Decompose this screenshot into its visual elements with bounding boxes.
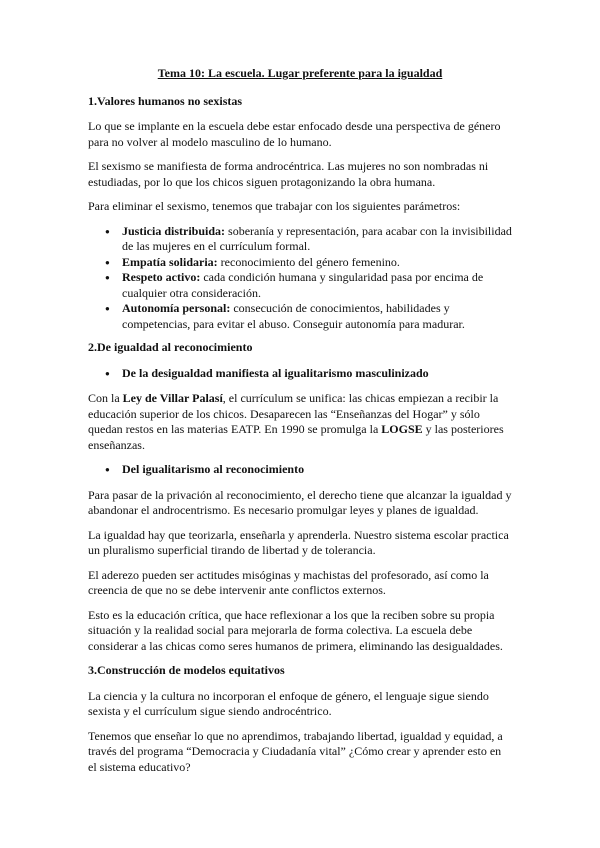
text-run: y las posteriores enseñanzas. (88, 422, 504, 452)
list-item-text: reconocimiento del género femenino. (217, 254, 400, 269)
section-heading-2: 2.De igualdad al reconocimiento (88, 340, 253, 354)
paragraph: Esto es la educación crítica, que hace reflexionar a los que la reciben sobre su propia situación y la realidad social para mejorarla de forma colectiva. La escuela debe considerar a las chicas como seres humanos de primera, eliminando las desigualdades. (88, 607, 503, 653)
subheading: ● Del igualitarismo al reconocimiento (88, 462, 512, 478)
list-item-text: consecución de conocimientos, habilidades y competencias, para evitar el abuso. Conseguir autonomía para madurar. (122, 301, 465, 331)
document-title: Tema 10: La escuela. Lugar preferente para la igualdad (157, 66, 443, 80)
list-item-term: Justicia distribuida: (122, 223, 226, 238)
law-name: Ley de Villar Palasí (122, 391, 223, 405)
list-item (88, 255, 512, 271)
paragraph: Para eliminar el sexismo, tenemos que trabajar con los siguientes parámetros: (88, 199, 461, 213)
section-heading-1: 1.Valores humanos no sexistas (88, 93, 243, 108)
paragraph: Para pasar de la privación al reconocimiento, el derecho tiene que alcanzar la igualdad y abandonar el androcentrismo. Es necesario promulgar leyes y planes de igualdad. (88, 487, 512, 517)
paragraph: Lo que se implante en la escuela debe estar enfocado desde una perspectiva de género para no volver al modelo masculino de lo humano. (88, 119, 501, 149)
law-name: LOGSE (381, 422, 423, 436)
list-item-term: Autonomía personal: (122, 301, 231, 315)
paragraph: El aderezo pueden ser actitudes misóginas y machistas del profesorado, así como la creencia de que no se debe intervenir ante conflictos externos. (88, 567, 489, 597)
paragraph: El sexismo se manifiesta de forma androcéntrica. Las mujeres no son nombradas ni estudiadas, por lo que los chicos siguen protagonizando la obra humana. (88, 159, 489, 189)
paragraph (88, 391, 512, 453)
list-item-text: soberanía y representación, para acabar con la invisibilidad de las mujeres en el currículum formal. (122, 223, 512, 253)
list-item (88, 224, 512, 255)
list-item-text: cada condición humana y singularidad pasa por encima de cualquier otra consideración. (122, 270, 484, 300)
text-run: Con la (88, 391, 123, 405)
list-item-term: Empatía solidaria: (122, 254, 218, 269)
list-item-term: Respeto activo: (122, 270, 201, 284)
list-item (88, 270, 512, 301)
paragraph: La ciencia y la cultura no incorporan el enfoque de género, el lenguaje sigue siendo sexista y el currículum sigue siendo androcéntrico. (88, 688, 489, 718)
list-item (88, 301, 512, 332)
text-run: , el currículum se unifica: las chicas empiezan a recibir la educación superior de los chicos. Desaparecen las “Enseñanzas del Hogar” y sólo quedan restos en las materias EATP. En 1990 se promulga la (88, 391, 499, 436)
section-heading-3: 3.Construcción de modelos equitativos (88, 663, 285, 677)
paragraph: Tenemos que enseñar lo que no aprendimos, trabajando libertad, igualdad y equidad, a través del programa “Democracia y Ciudadanía vital” ¿Cómo crear y aprender esto en el sistema educativo? (88, 728, 503, 774)
subheading-list (88, 366, 512, 382)
paragraph: La igualdad hay que teorizarla, enseñarla y aprenderla. Nuestro sistema escolar practica un pluralismo superficial tirando de libertad y de tolerancia. (88, 527, 509, 557)
subheading: ● De la desigualdad manifiesta al igualitarismo masculinizado (88, 366, 512, 382)
parameters-list (88, 224, 512, 333)
subheading-list (88, 462, 512, 478)
